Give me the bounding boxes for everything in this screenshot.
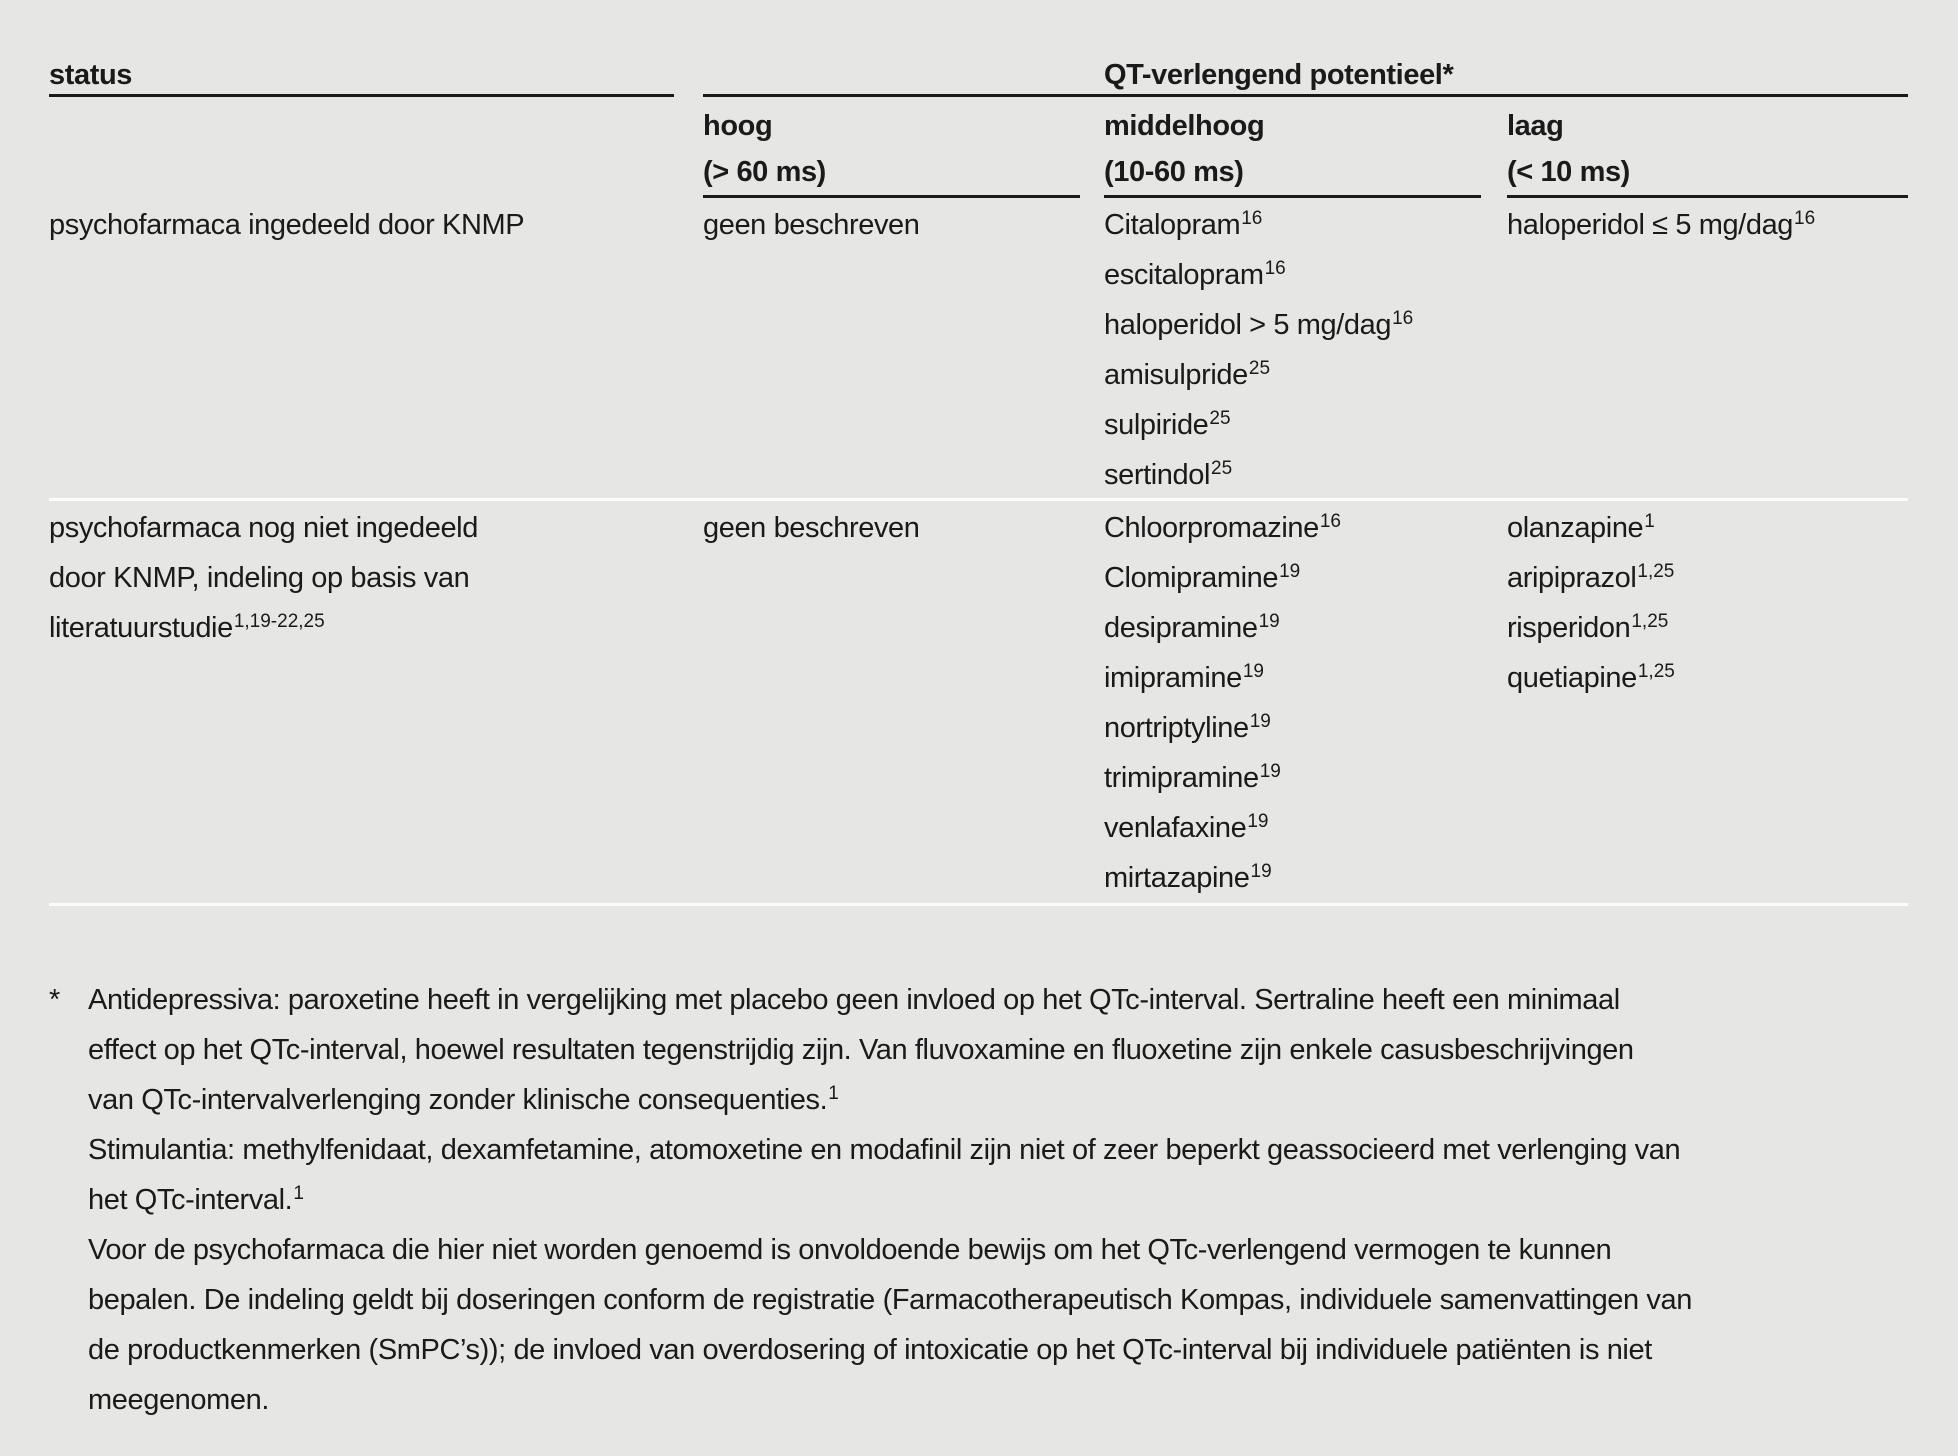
reference-superscript: 19: [1249, 711, 1271, 732]
drug-item: venlafaxine$^{19}$: [1104, 811, 1269, 844]
row1-middelhoog-cell: [1104, 200, 1413, 500]
status-text: psychofarmaca nog niet ingedeeld: [49, 512, 478, 544]
reference-superscript: 1,25: [1637, 561, 1675, 582]
drug-item: Chloorpromazine$^{16}$: [1104, 511, 1341, 544]
reference-superscript: 19: [1258, 611, 1280, 632]
status-text: psychofarmaca ingedeeld door KNMP: [49, 209, 525, 241]
footnote-line: de productkenmerken (SmPC’s)); de invloed van overdosering of intoxicatie op het QTc-interval bij individuele patiënten is niet: [88, 1334, 1652, 1366]
subheader-rule-hoog: [703, 195, 1080, 198]
header-rule-status: [49, 94, 674, 97]
reference-superscript: 25: [1211, 458, 1233, 479]
column-header-hoog: hoog: [703, 110, 773, 142]
reference-superscript: 16: [1264, 258, 1286, 279]
row2-middelhoog-cell: [1104, 503, 1341, 903]
footnote-block: [88, 975, 1693, 1425]
row1-status-cell: [49, 200, 525, 250]
reference-superscript: 19: [1279, 561, 1301, 582]
column-subheader-hoog-range: (> 60 ms): [703, 156, 826, 188]
row1-hoog-cell: [703, 200, 921, 250]
row1-laag-cell: [1507, 200, 1815, 250]
footnote-asterisk: *: [49, 984, 61, 1016]
drug-item: amisulpride$^{25}$: [1104, 358, 1271, 391]
drug-item: risperidon$^{1,25}$: [1507, 611, 1669, 644]
reference-superscript: 16: [1241, 208, 1263, 229]
drug-item: haloperidol > 5 mg/dag$^{16}$: [1104, 308, 1414, 341]
drug-item: sulpiride$^{25}$: [1104, 408, 1231, 441]
reference-superscript: 1: [293, 1183, 304, 1204]
footnote-line: Antidepressiva: paroxetine heeft in vergelijking met placebo geen invloed op het QTc-interval. Sertraline heeft een minimaal: [88, 984, 1620, 1016]
drug-item: desipramine$^{19}$: [1104, 611, 1280, 644]
drug-item: aripiprazol$^{1,25}$: [1507, 561, 1675, 594]
footnote-line: bepalen. De indeling geldt bij doseringen conform de registratie (Farmacotherapeutisch Kompas, individuele samenvattingen van: [88, 1284, 1692, 1316]
reference-superscript: 16: [1794, 208, 1816, 229]
column-subheader-middelhoog-range: (10-60 ms): [1104, 156, 1244, 188]
reference-superscript: 25: [1209, 408, 1231, 429]
row2-laag-cell: [1507, 503, 1675, 703]
reference-superscript: 16: [1319, 511, 1341, 532]
column-header-laag: laag: [1507, 110, 1564, 142]
drug-item: olanzapine$^1$: [1507, 511, 1655, 544]
reference-superscript: 19: [1259, 761, 1281, 782]
group-header-qt-potential: QT-verlengend potentieel*: [1104, 59, 1454, 91]
footnote-line: Stimulantia: methylfenidaat, dexamfetamine, atomoxetine en modafinil zijn niet of zeer beperkt geassocieerd met verlenging van: [88, 1134, 1681, 1166]
drug-item: Citalopram$^{16}$: [1104, 208, 1263, 241]
reference-superscript: 1: [1644, 511, 1655, 532]
reference-superscript: 1,25: [1637, 661, 1675, 682]
drug-item: haloperidol ≤ 5 mg/dag$^{16}$: [1507, 208, 1816, 241]
column-header-middelhoog: middelhoog: [1104, 110, 1265, 142]
reference-superscript: 1: [828, 1083, 839, 1104]
header-rule-qt-group: [703, 94, 1908, 97]
drug-item: nortriptyline$^{19}$: [1104, 711, 1271, 744]
footnote-line: effect op het QTc-interval, hoewel resultaten tegenstrijdig zijn. Van fluvoxamine en fluoxetine zijn enkele casusbeschrijvingen: [88, 1034, 1634, 1066]
cell-text: geen beschreven: [703, 512, 920, 544]
drug-item: mirtazapine$^{19}$: [1104, 861, 1272, 894]
status-text: door KNMP, indeling op basis van: [49, 562, 470, 594]
drug-item: Clomipramine$^{19}$: [1104, 561, 1301, 594]
row2-status-cell: [49, 503, 479, 653]
subheader-rule-middelhoog: [1104, 195, 1481, 198]
column-subheader-laag-range: (< 10 ms): [1507, 156, 1630, 188]
reference-superscript: 19: [1250, 861, 1272, 882]
drug-item: sertindol$^{25}$: [1104, 458, 1233, 491]
row-separator: [49, 498, 1908, 501]
status-text: literatuurstudie$^{1,19-22,25}$: [49, 611, 325, 644]
reference-superscript: 16: [1392, 308, 1414, 329]
reference-superscript: 19: [1242, 661, 1264, 682]
reference-superscript: 25: [1248, 358, 1271, 379]
footnote-line: meegenomen.: [88, 1384, 269, 1416]
reference-superscript: 1,25: [1631, 611, 1669, 632]
footnote-line: Voor de psychofarmaca die hier niet worden genoemd is onvoldoende bewijs om het QTc-verlengend vermogen te kunnen: [88, 1234, 1612, 1266]
drug-item: imipramine$^{19}$: [1104, 661, 1264, 694]
reference-superscript: 1,19-22,25: [233, 611, 325, 632]
footnote-line: het QTc-interval.$^1$: [88, 1183, 304, 1216]
subheader-rule-laag: [1507, 195, 1908, 198]
cell-text: geen beschreven: [703, 209, 920, 241]
reference-superscript: 19: [1247, 811, 1269, 832]
table-bottom-separator: [49, 903, 1908, 906]
drug-item: quetiapine$^{1,25}$: [1507, 661, 1675, 694]
footnote-line: van QTc-intervalverlenging zonder klinische consequenties.$^1$: [88, 1083, 839, 1116]
row2-hoog-cell: [703, 503, 921, 553]
drug-item: trimipramine$^{19}$: [1104, 761, 1281, 794]
drug-item: escitalopram$^{16}$: [1104, 258, 1286, 291]
column-header-status: status: [49, 59, 133, 91]
